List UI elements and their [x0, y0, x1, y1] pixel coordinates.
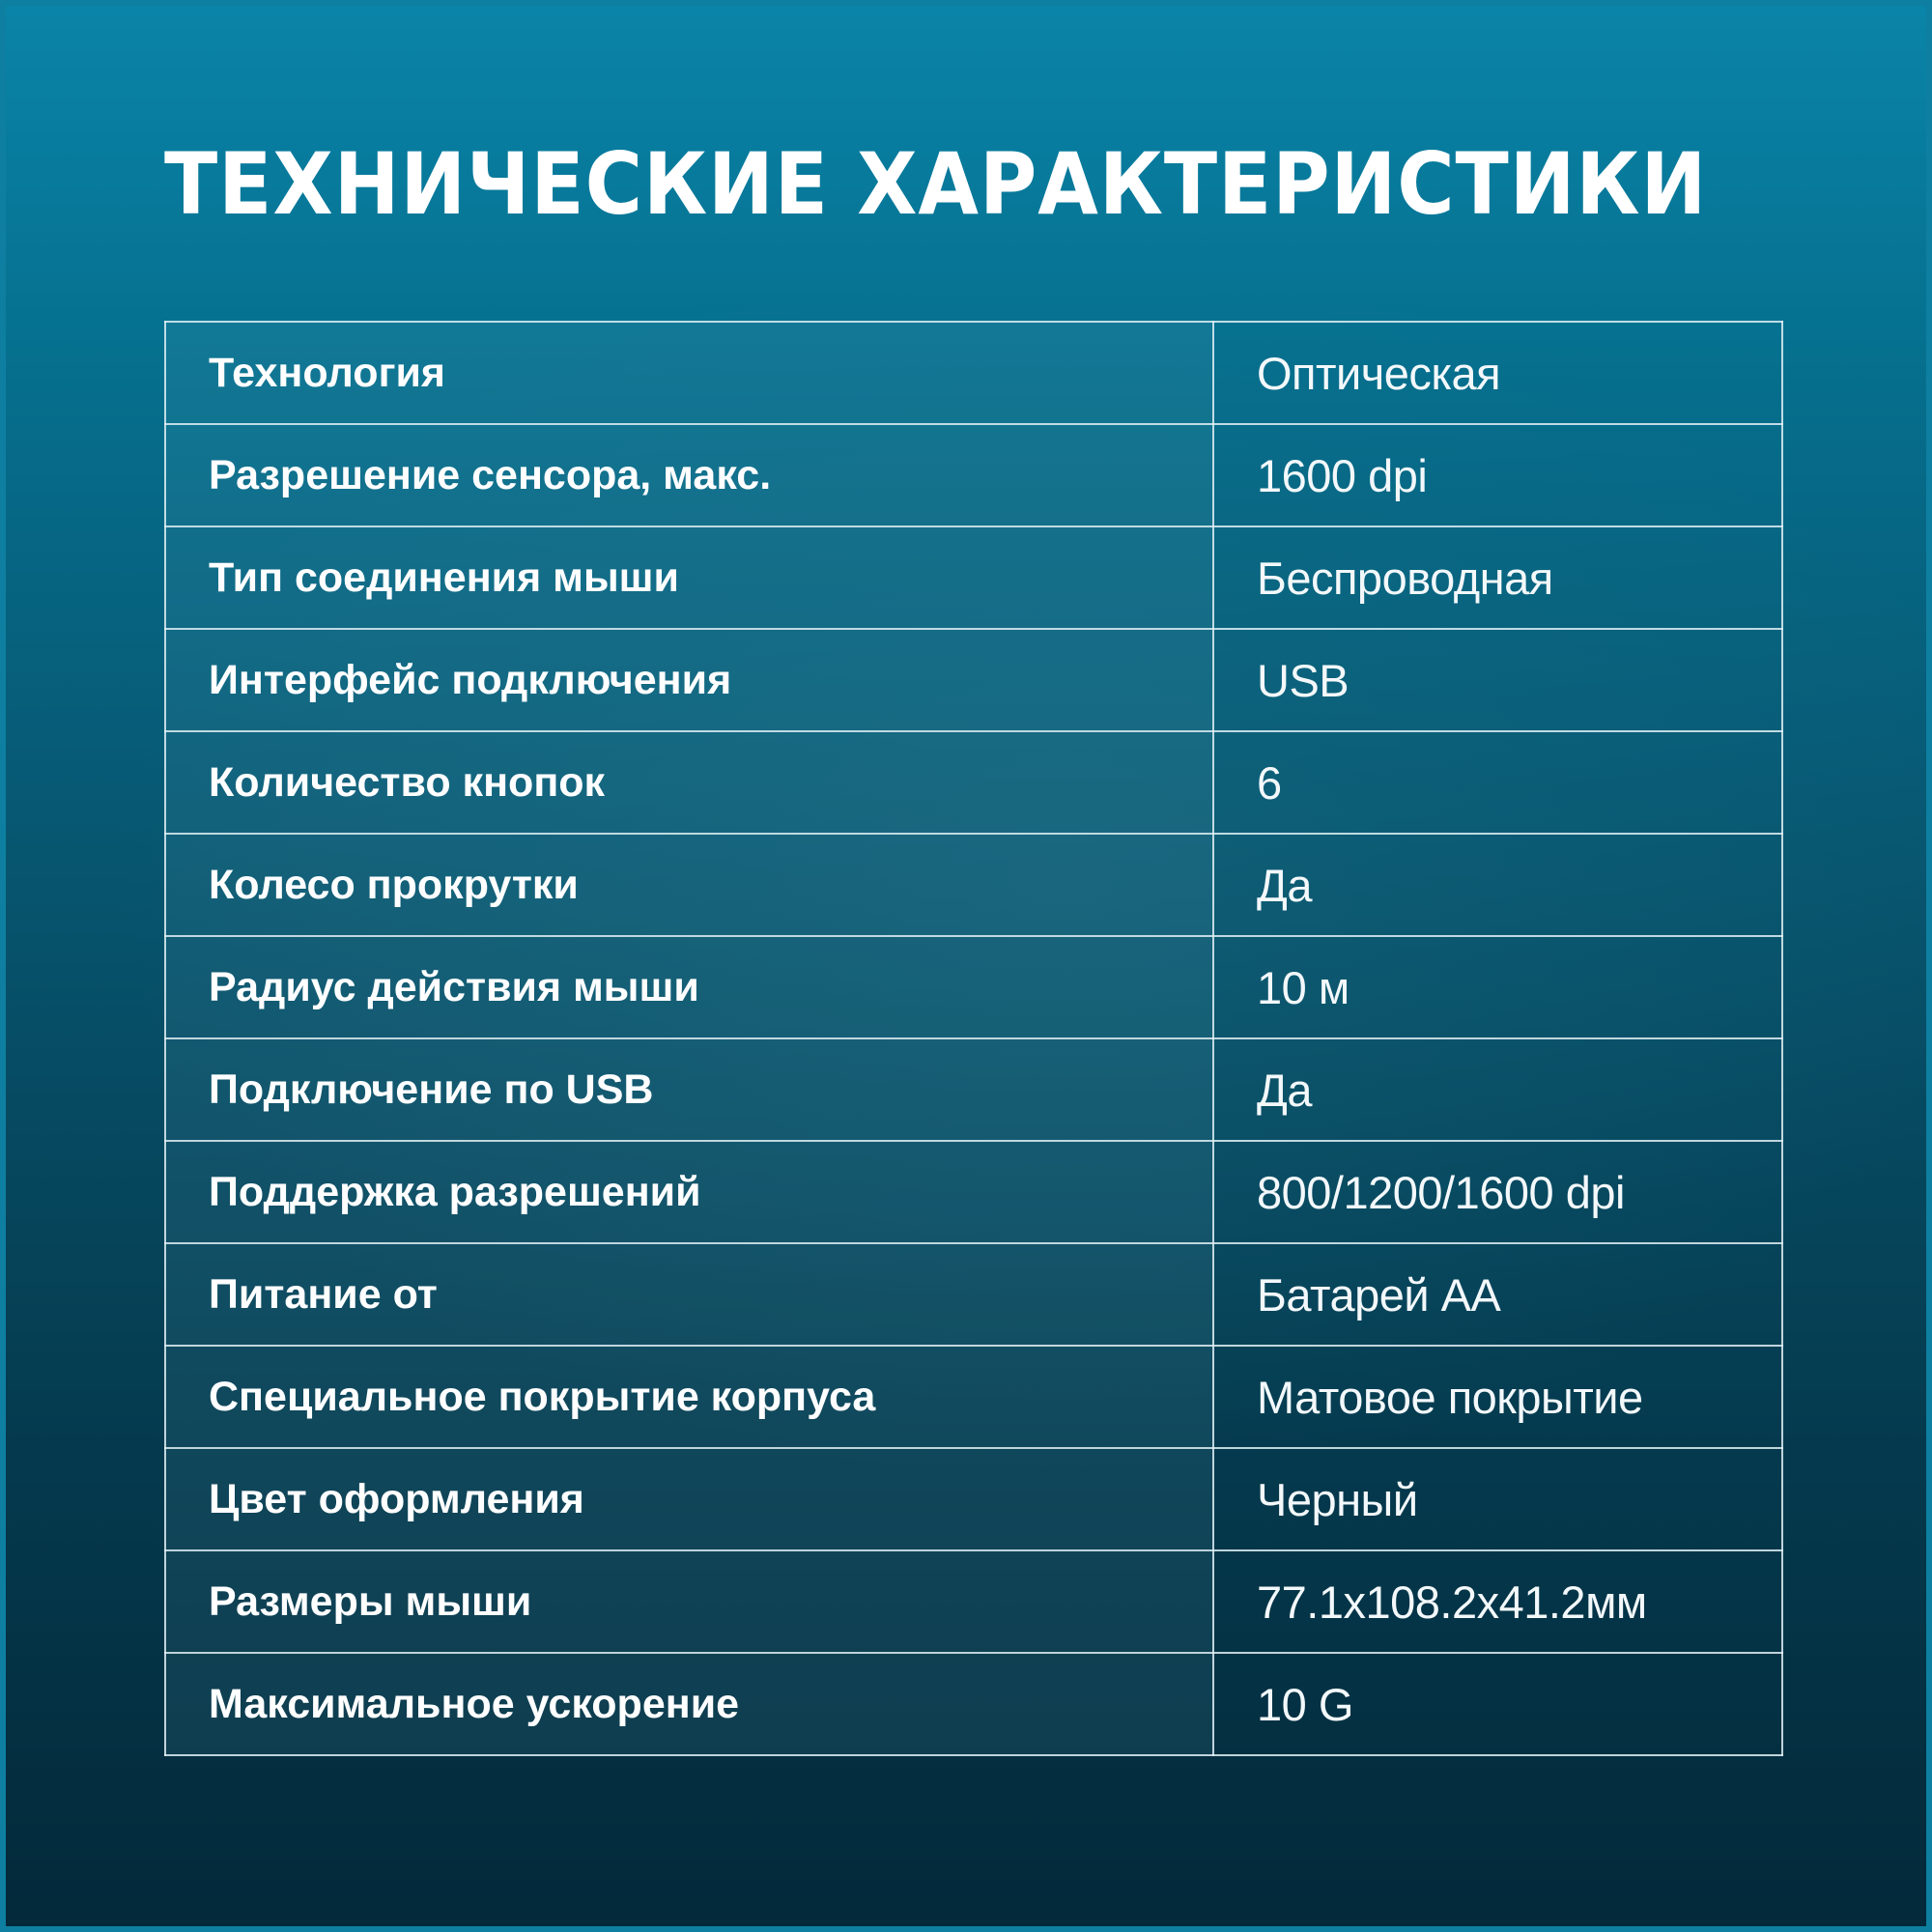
table-row — [165, 322, 1782, 424]
spec-label: Подключение по USB — [165, 1038, 1213, 1141]
spec-label: Радиус действия мыши — [165, 936, 1213, 1038]
spec-label: Колесо прокрутки — [165, 834, 1213, 936]
spec-label: Специальное покрытие корпуса — [165, 1346, 1213, 1448]
table-row — [165, 1550, 1782, 1653]
spec-value: Матовое покрытие — [1213, 1346, 1782, 1448]
spec-label: Технология — [165, 322, 1213, 424]
table-row — [165, 1653, 1782, 1755]
spec-label: Интерфейс подключения — [165, 629, 1213, 731]
spec-table — [164, 321, 1783, 1756]
table-row — [165, 731, 1782, 834]
table-row — [165, 424, 1782, 526]
table-row — [165, 1448, 1782, 1550]
table-row — [165, 1141, 1782, 1243]
spec-value: 6 — [1213, 731, 1782, 834]
spec-label: Максимальное ускорение — [165, 1653, 1213, 1755]
spec-label: Поддержка разрешений — [165, 1141, 1213, 1243]
spec-value: 10 м — [1213, 936, 1782, 1038]
table-row — [165, 936, 1782, 1038]
spec-value: Оптическая — [1213, 322, 1782, 424]
spec-value: 10 G — [1213, 1653, 1782, 1755]
spec-label: Цвет оформления — [165, 1448, 1213, 1550]
table-row — [165, 629, 1782, 731]
spec-table-body — [165, 322, 1782, 1755]
spec-label: Питание от — [165, 1243, 1213, 1346]
spec-value: Черный — [1213, 1448, 1782, 1550]
spec-value: Батарей АА — [1213, 1243, 1782, 1346]
table-row — [165, 834, 1782, 936]
spec-value: Да — [1213, 834, 1782, 936]
table-row — [165, 526, 1782, 629]
page-title: ТЕХНИЧЕСКИЕ ХАРАКТЕРИСТИКИ — [164, 134, 1708, 234]
spec-label: Разрешение сенсора, макс. — [165, 424, 1213, 526]
spec-value: Да — [1213, 1038, 1782, 1141]
spec-value: 77.1x108.2x41.2мм — [1213, 1550, 1782, 1653]
spec-label: Тип соединения мыши — [165, 526, 1213, 629]
table-row — [165, 1346, 1782, 1448]
spec-label: Количество кнопок — [165, 731, 1213, 834]
spec-value: USB — [1213, 629, 1782, 731]
table-row — [165, 1243, 1782, 1346]
spec-value: Беспроводная — [1213, 526, 1782, 629]
spec-value: 1600 dpi — [1213, 424, 1782, 526]
spec-value: 800/1200/1600 dpi — [1213, 1141, 1782, 1243]
table-row — [165, 1038, 1782, 1141]
spec-label: Размеры мыши — [165, 1550, 1213, 1653]
